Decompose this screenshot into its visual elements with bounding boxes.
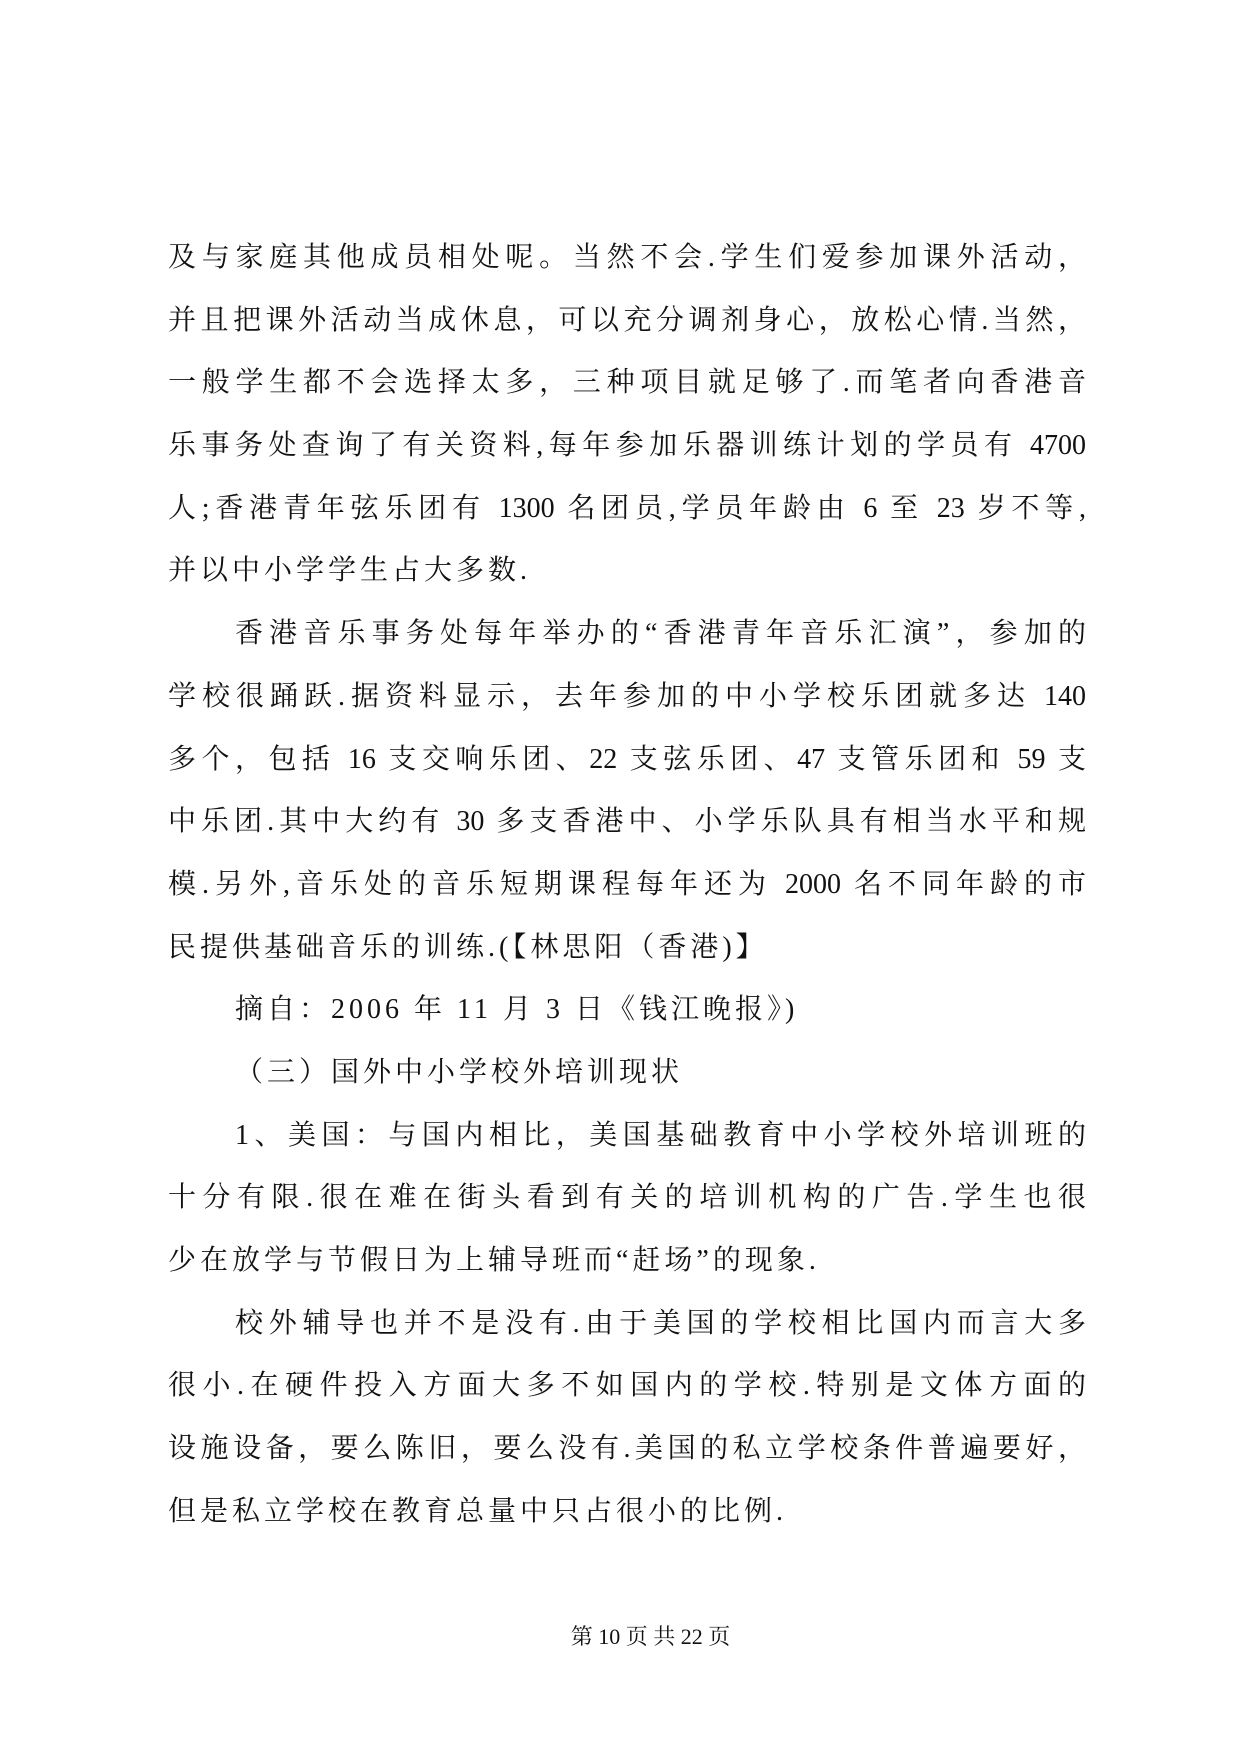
- text-line: 一般学生都不会选择太多，三种项目就足够了.而笔者向香港音: [168, 367, 1086, 399]
- text-line: 并且把课外活动当成休息，可以充分调剂身心，放松心情.当然，: [168, 304, 1086, 336]
- text-line: 及与家庭其他成员相处呢。当然不会.学生们爱参加课外活动，: [168, 242, 1086, 273]
- text-line: 模.另外,音乐处的音乐短期课程每年还为 2000 名不同年龄的市: [168, 868, 1086, 900]
- text-line: 中乐团.其中大约有 30 多支香港中、小学乐队具有相当水平和规: [168, 806, 1086, 838]
- body-text: [168, 227, 1086, 1543]
- text-line: 设施设备，要么陈旧，要么没有.美国的私立学校条件普遍要好，: [168, 1433, 1086, 1465]
- text-line: 很小.在硬件投入方面大多不如国内的学校.特别是文体方面的: [168, 1370, 1086, 1402]
- text-line: 香港音乐事务处每年举办的“香港青年音乐汇演”，参加的: [235, 618, 1086, 650]
- text-line: （三）国外中小学校外培训现状: [235, 1056, 684, 1088]
- page-number: 第 10 页 共 22 页: [570, 1624, 731, 1649]
- text-line: 学校很踊跃.据资料显示，去年参加的中小学校乐团就多达 140: [168, 680, 1086, 712]
- text-line: 1、美国：与国内相比，美国基础教育中小学校外培训班的: [235, 1119, 1086, 1151]
- text-line: 乐事务处查询了有关资料,每年参加乐器训练计划的学员有 4700: [168, 430, 1086, 462]
- text-line: 但是私立学校在教育总量中只占很小的比例.: [168, 1495, 788, 1527]
- text-line: 十分有限.很在难在街头看到有关的培训机构的广告.学生也很: [168, 1182, 1086, 1214]
- text-line: 少在放学与节假日为上辅导班而“赶场”的现象.: [168, 1245, 820, 1276]
- text-line: 摘自：2006 年 11 月 3 日《钱江晚报》): [235, 994, 799, 1026]
- text-line: 民提供基础音乐的训练.(【林思阳（香港)】: [168, 931, 768, 963]
- text-line: 人;香港青年弦乐团有 1300 名团员,学员年龄由 6 至 23 岁不等,: [168, 492, 1086, 524]
- text-line: 并以中小学学生占大多数.: [168, 555, 532, 587]
- text-line: 多个，包括 16 支交响乐团、22 支弦乐团、47 支管乐团和 59 支: [168, 743, 1086, 775]
- page-footer: [0, 1620, 1241, 1651]
- text-line: 校外辅导也并不是没有.由于美国的学校相比国内而言大多: [235, 1307, 1086, 1339]
